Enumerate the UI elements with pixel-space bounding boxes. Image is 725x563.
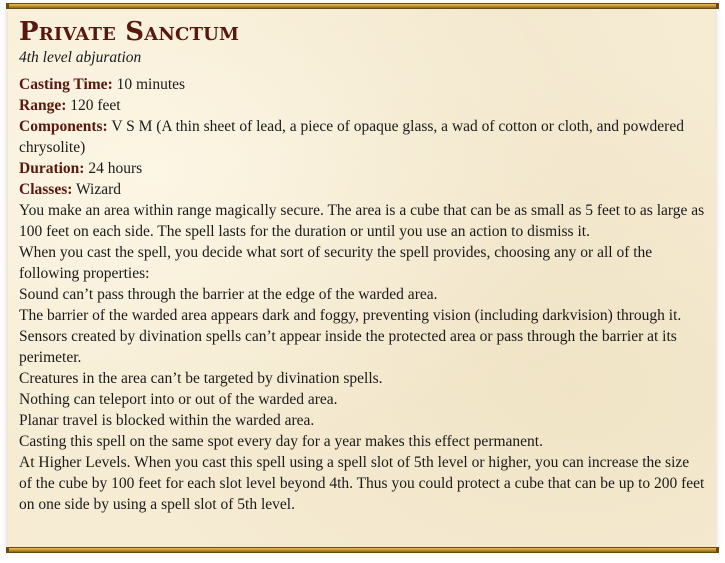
casting-time-label: Casting Time: [19, 76, 113, 93]
description-paragraph: Sensors created by divination spells can’t appear inside the protected area or pass through the barrier at its perimeter. [19, 328, 677, 366]
description-paragraph: Sound can’t pass through the barrier at the edge of the warded area. [19, 286, 438, 303]
description-paragraph: When you cast the spell, you decide what sort of security the spell provides, choosing any or all of the following properties: [19, 244, 653, 282]
spell-body [19, 74, 705, 515]
description-paragraph: Planar travel is blocked within the warded area. [19, 412, 315, 429]
description-paragraph: The barrier of the warded area appears dark and foggy, preventing vision (including darkvision) through it. [19, 307, 682, 324]
components-label: Components: [19, 118, 108, 135]
components-row [19, 116, 705, 158]
casting-time-value: 10 minutes [116, 76, 186, 93]
classes-value: Wizard [76, 181, 121, 198]
higher-levels-paragraph: At Higher Levels. When you cast this spell using a spell slot of 5th level or higher, you can increase the size of the cube by 100 feet for each slot level beyond 4th. Thus you could protect a cube that can be up to 200 feet on one side by using a spell slot of 5th level. [19, 454, 705, 513]
range-row [19, 95, 705, 116]
description-paragraph: Nothing can teleport into or out of the warded area. [19, 391, 338, 408]
range-label: Range: [19, 97, 67, 114]
description-paragraph: You make an area within range magically secure. The area is a cube that can be as small as 5 feet to as large as 100 feet on each side. The spell lasts for the duration or until you use an action to dismiss it. [19, 202, 705, 240]
classes-label: Classes: [19, 181, 73, 198]
range-value: 120 feet [70, 97, 121, 114]
bottom-border-bar [6, 547, 719, 553]
casting-time-row [19, 74, 705, 95]
duration-value: 24 hours [88, 160, 143, 177]
spell-title: Private Sanctum [19, 17, 240, 47]
description-paragraph: Creatures in the area can’t be targeted by divination spells. [19, 370, 383, 387]
top-border-bar [6, 3, 719, 9]
components-value: V S M (A thin sheet of lead, a piece of opaque glass, a wad of cotton or cloth, and powdered chrysolite) [19, 118, 684, 156]
classes-row [19, 179, 705, 200]
description-paragraph: Casting this spell on the same spot every day for a year makes this effect permanent. [19, 433, 543, 450]
duration-row [19, 158, 705, 179]
duration-label: Duration: [19, 160, 85, 177]
spell-level-school: 4th level abjuration [19, 49, 142, 66]
spell-card [8, 8, 715, 550]
